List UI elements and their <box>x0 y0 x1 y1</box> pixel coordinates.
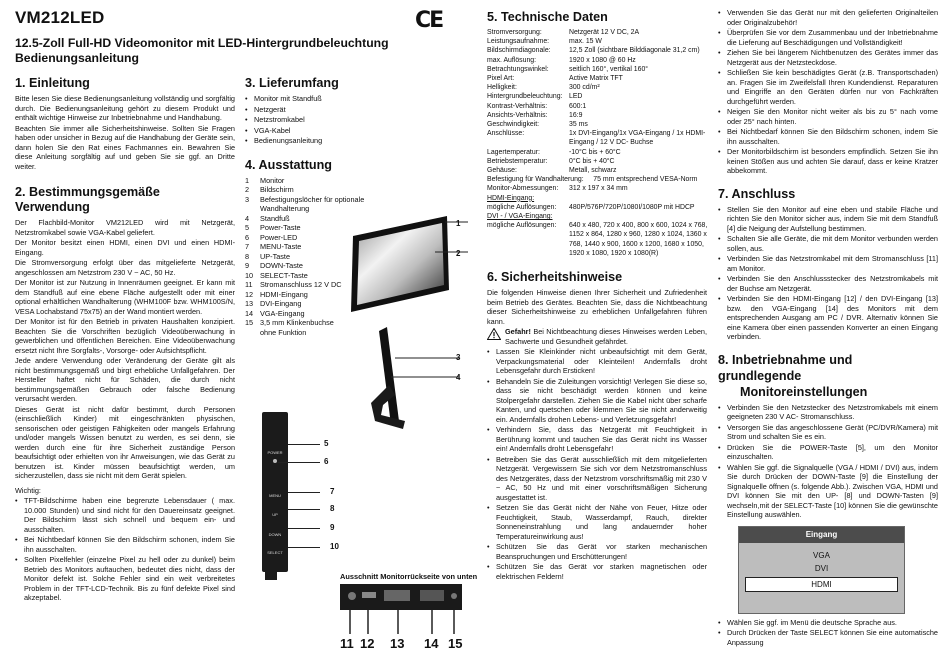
list-item: • Stellen Sie den Monitor auf eine eben und stabile Fläche und richten Sie den Monitor sicher aus, indem Sie mit dem Standfuß [4] die Neigung der Aufstellung bestimmen. <box>718 205 938 234</box>
table-row: Geschwindigkeit: 35 ms <box>487 121 588 129</box>
monitor-side-bottom <box>265 572 277 580</box>
list-item: • Betreiben Sie das Gerät ausschließlich mit dem mitgelieferten Netzgerät. Vergewissern Sie sich vor dem Netzstromanschluss des Netzgerätes, dass der Netzstrom vorschriftsmäßig mit 230 V ~ AC, 50 Hz und mit einer vorschriftsmäßigen Sicherung ausgestattet ist. <box>487 455 707 503</box>
list-item: • Schützen Sie das Gerät vor starken mechanischen Beanspruchungen und Erschütterungen! <box>487 542 707 561</box>
list-item: 11 Stromanschluss 12 V DC <box>245 280 342 289</box>
callout-10: 10 <box>330 542 339 551</box>
callout-9: 9 <box>330 523 335 532</box>
section-5-heading: 5. Technische Daten <box>487 10 608 24</box>
list-item: • Der Monitorbildschirm ist besonders empfindlich. Setzen Sie ihn keinen Stößen aus und achten Sie darauf, dass er keine Kratzer abbekommt. <box>718 147 938 176</box>
input-option-dvi: DVI <box>814 563 829 573</box>
table-row: Monitor-Abmessungen: 312 x 197 x 34 mm <box>487 185 628 193</box>
section-3-heading: 3. Lieferumfang <box>245 76 339 90</box>
list-item: • Drücken Sie die POWER-Taste [5], um den Monitor einzuschalten. <box>718 443 938 462</box>
wichtig-label: Wichtig: <box>15 485 41 495</box>
column-4 <box>718 0 938 664</box>
lieferumfang-list <box>245 94 470 146</box>
callout-14: 14 <box>424 636 439 651</box>
list-item: 9 DOWN-Taste <box>245 261 303 270</box>
section-2-para-4: Der Monitor ist zur Nutzung in Innenräumen geeignet. Er kann mit dem Standfuß auf eine ebene Fläche aufgestellt oder mit einer optional erhältlichen Wandhalterung (WHM100F bzw. WHM100S/N, VESA Lochabstand 75x75) an der Wand montiert werden. <box>15 278 235 316</box>
table-row: Ansichts-Verhältnis: 16:9 <box>487 111 583 119</box>
table-row: Stromversorgung: Netzgerät 12 V DC, 2A <box>487 29 640 36</box>
callout-7: 7 <box>330 487 335 496</box>
list-item: • Verhindern Sie, dass das Netzgerät mit Feuchtigkeit in Berührung kommt und tauchen Sie das Gerät nicht ins Wasser ein! Andernfalls droht Lebensgefahr! <box>487 425 707 454</box>
bottom-ports-illustration <box>340 584 465 634</box>
table-row: Leistungsaufnahme: max. 15 W <box>487 38 602 46</box>
table-row: Gehäuse: Metall, schwarz <box>487 167 617 175</box>
callout-12: 12 <box>360 636 375 651</box>
callout-8: 8 <box>330 504 335 513</box>
callout-2: 2 <box>456 249 461 258</box>
list-item: • Neigen Sie den Monitor nicht weiter als bis zu 5° nach vorne oder 25° nach hinten. <box>718 107 938 126</box>
section-2-heading: 2. Bestimmungsgemäße Verwendung <box>15 185 160 214</box>
callout-11: 11 <box>340 636 354 651</box>
input-menu-illustration <box>738 526 905 614</box>
section-1-para-2: Beachten Sie immer alle Sicherheitshinweise. Sollten Sie Fragen haben oder unsicher in Bezug auf die Handhabung der Geräte sein, dann holen Sie den Rat eines Fachmannes ein. Bewahren Sie diese Anleitung sorgfältig auf und geben Sie sie ggf. an Dritte weiter. <box>15 123 235 171</box>
table-row: Hintergrundbeleuchtung: LED <box>487 93 583 101</box>
section-1-heading: 1. Einleitung <box>15 76 90 90</box>
inbetriebnahme-list <box>718 403 938 520</box>
inbetriebnahme-list-continued <box>718 618 938 648</box>
table-row: Kontrast-Verhältnis: 600:1 <box>487 102 587 110</box>
wichtig-list <box>15 496 235 603</box>
list-item: • Ziehen Sie bei längerem Nichtbenutzen des Gerätes immer das Netzgerät aus der Netzsteckdose. <box>718 48 938 67</box>
subtitle-line-1: 12.5-Zoll Full-HD Videomonitor mit LED-Hintergrundbeleuchtung <box>15 36 389 50</box>
list-item: ohne Funktion <box>260 327 307 337</box>
power-led <box>273 459 277 463</box>
vga-port <box>420 590 444 601</box>
hdmi-port <box>362 592 376 598</box>
callout-3: 3 <box>456 353 461 362</box>
list-item: • Netzstromkabel <box>245 115 470 125</box>
list-item: • Schalten Sie alle Geräte, die mit dem Monitor verbunden werden sollen, aus. <box>718 234 938 253</box>
spec-table <box>487 28 709 175</box>
list-item: • Verbinden Sie den HDMI-Eingang [12] / den DVI-Eingang [13] bzw. den VGA-Eingang [14] des Monitors mit dem entsprechenden Ausgang am PC / DVR. Alternativ können Sie eine Kamera über einen passenden Konverter an einen Eingang verbinden. <box>718 294 938 342</box>
document-subtitle <box>15 36 389 66</box>
table-row: Betriebstemperatur: 0°C bis + 40°C <box>487 157 615 165</box>
list-item: • Setzen Sie das Gerät nicht der Nähe von Feuer, Hitze oder Feuchtigkeit, Staub, Wasserdampf, Rauch, direkter Sonneneinstrahlung und lang andauernder hoher Temperatureinwirkung aus! <box>487 503 707 541</box>
list-item: • Bei Nichtbedarf können Sie den Bildschirm schonen, indem Sie ihn ausschalten. <box>15 535 235 554</box>
list-item: • Lassen Sie Kleinkinder nicht unbeaufsichtigt mit dem Gerät, Verpackungsmaterial oder Kleinteilen! Andernfalls droht Lebensgefahr durch Ersticken! <box>487 347 707 376</box>
callout-6: 6 <box>324 457 329 466</box>
table-row: Pixel Art: Active Matrix TFT <box>487 75 623 83</box>
list-item: 7 MENU-Taste <box>245 242 302 251</box>
section-8-heading: 8. Inbetriebnahme und grundlegende Monitoreinstellungen <box>718 352 868 399</box>
table-row: HDMI-Eingang: <box>487 194 535 202</box>
side-label-select: SELECT <box>267 550 283 555</box>
table-row: Betrachtungswinkel: seitlich 160°, vertikal 160° <box>487 65 649 73</box>
list-item: • Netzgerät <box>245 105 470 115</box>
sicherheit-list-continued <box>718 8 938 176</box>
list-item: 2 Bildschirm <box>245 185 294 194</box>
list-item: • Verwenden Sie das Gerät nur mit den gelieferten Originalteilen oder Originalzubehör! <box>718 8 938 27</box>
dc-port <box>348 592 356 600</box>
table-row: Bildschirmdiagonale: 12,5 Zoll (sichtbare Bilddiagonale 31,2 cm) <box>487 47 700 55</box>
list-item: 12 HDMI-Eingang <box>245 289 308 299</box>
side-label-down: DOWN <box>268 532 282 537</box>
callout-1: 1 <box>456 219 461 228</box>
list-item: • Überprüfen Sie vor dem Zusammenbau und der Inbetriebnahme die Lieferung auf Beschädigungen und Vollständigkeit! <box>718 28 938 47</box>
list-item: • Monitor mit Standfuß <box>245 94 470 104</box>
monitor-side-body <box>379 327 399 425</box>
dvi-port <box>384 590 410 601</box>
list-item: • Verbinden Sie das Netzstromkabel mit dem Stromanschluss [11] am Monitor. <box>718 254 938 273</box>
section-2-para-6: Jede andere Verwendung oder Veränderung der Geräte gilt als nicht bestimmungsgemäß und birgt erhebliche Unfallgefahren. Der Hersteller haftet nicht für Schäden, die durch nicht bestimmungsgemäßen Gebrauch oder falsche Bedienung verursacht werden. <box>15 356 235 403</box>
section-6-intro: Die folgenden Hinweise dienen Ihrer Sicherheit und Zufriedenheit beim Betrieb des Gerätes. Beachten Sie, dass die Nichtbeachtung dieser Sicherheitshinweise zu erheblichen Unfallgefahren führen kann. <box>487 288 707 326</box>
input-menu-title: Eingang <box>739 527 904 543</box>
list-item: • Bedienungsanleitung <box>245 136 470 146</box>
wall-mount-row: Befestigung für Wandhalterung: 75 mm entsprechend VESA-Norm <box>487 176 698 184</box>
figure-caption: Ausschnitt Monitorrückseite von unten <box>340 572 478 581</box>
monitor-back-illustration <box>365 325 460 435</box>
list-item: 13 DVI-Eingang <box>245 299 302 308</box>
list-item: 5 Power-Taste <box>245 223 301 232</box>
ce-mark: CE <box>415 8 443 33</box>
section-2-para-1: Der Flachbild-Monitor VM212LED wird mit Netzgerät, Netzstromkabel sowie VGA-Kabel geliefert. <box>15 218 235 237</box>
list-item: • Verbinden Sie den Netzstecker des Netzstromkabels mit einem geeigneten 230 V AC- Stromanschluss. <box>718 403 938 422</box>
table-row: Anschlüsse: 1x DVI-Eingang/1x VGA-Eingang / 1x HDMI-Eingang / 12 V DC- Buchse <box>487 130 706 147</box>
callout-5: 5 <box>324 439 329 448</box>
list-item: • Verbinden Sie den Anschlussstecker des Netzstromkabels mit der Buchse am Netzgerät. <box>718 274 938 293</box>
list-item: 8 UP-Taste <box>245 251 291 261</box>
list-item: • Versorgen Sie das angeschlossene Gerät (PC/DVR/Kamera) mit Strom und schalten Sie es ein. <box>718 423 938 442</box>
list-item: • VGA-Kabel <box>245 126 470 136</box>
side-label-up: UP <box>272 512 278 517</box>
anschluss-list <box>718 205 938 342</box>
list-item: • Schließen Sie kein beschädigtes Gerät (z.B. Transportschaden) an. Fragen Sie im Zweifelsfall Ihren Kundendienst. Reparaturen und Eingriffe an den Geräten dürfen nur von Fachkräften durchgeführt werden. <box>718 68 938 106</box>
section-2-para-5: Der Monitor ist für den Betrieb in privaten Haushalten konzipiert. Beachten Sie die Vorschriften bezüglich Videoüberwachung in gewerblichen und öffentlichen Bereichen. Eine Videoüberwachung ersetzt nicht Ihre Sorgfalts-, Vorsorge- oder Aufsichtspflicht. <box>15 317 235 355</box>
side-label-power: POWER <box>267 450 283 455</box>
callout-4: 4 <box>456 373 461 382</box>
monitor-side-panel <box>262 412 288 572</box>
list-item: • Bei Nichtbedarf können Sie den Bildschirm schonen, indem Sie ihn ausschalten. <box>718 127 938 146</box>
document-title: VM212LED <box>15 8 105 27</box>
list-item: 3 Befestigungslöcher für optionale <box>245 194 365 204</box>
table-row: Lagertemperatur: -10°C bis + 60°C <box>487 148 621 156</box>
list-item: • Durch Drücken der Taste SELECT können Sie eine automatische Anpassung <box>718 628 938 647</box>
list-item: 6 Power-LED <box>245 232 298 242</box>
section-6-heading: 6. Sicherheitshinweise <box>487 270 623 285</box>
table-row: mögliche Auflösungen: 640 x 480, 720 x 400, 800 x 600, 1024 x 768, 1152 x 864, 1280 x 960, 1280 x 1024, 1360 x 768, 1440 x 900, 1600 x 1200, 1680 x 1050, 1920 x 1080, 1920 x 1080(R) <box>487 222 708 257</box>
section-7-heading: 7. Anschluss <box>718 186 796 201</box>
warning-icon <box>487 328 501 340</box>
list-item: • Wählen Sie ggf. die Signalquelle (VGA / HDMI / DVI) aus, indem Sie durch Drücken der DOWN-Taste [9] die Einstellung der Signalquelle öffnen (s. folgende Abb.). Zwischen VGA, HDMI und DVI können Sie mit den UP- [8] und DOWN-Tasten [9] wechseln,mit der SELECT-Taste [10] können Sie die gewünschte Einstellung auswählen. <box>718 463 938 520</box>
section-2-para-7: Dieses Gerät ist nicht dafür bestimmt, durch Personen (einschließlich Kinder) mit eingeschränkten physischen, sensorischen oder geistigen Fähigkeiten oder mangels Erfahrung und/oder mangels Wissen benutzt zu werden, es sei denn, sie werden durch eine für ihre Sicherheit zuständige Person beaufsichtigt oder erhielten von ihr Anweisungen, wie das Gerät zu benutzen ist. Kinder müssen beaufsichtigt werden, um sicherzustellen, dass sie nicht mit dem Gerät spielen. <box>15 404 235 480</box>
list-item: 15 3,5 mm Klinkenbuchse <box>245 318 334 327</box>
list-item: 10 SELECT-Taste <box>245 270 308 280</box>
list-item: Wandhalterung <box>260 204 310 213</box>
audio-jack <box>451 593 457 599</box>
list-item: 14 VGA-Eingang <box>245 308 305 318</box>
callout-13: 13 <box>390 636 405 651</box>
section-1-para-1: Bitte lesen Sie diese Bedienungsanleitung vollständig und sorgfältig durch. Die Bedienungsanleitung gehört zu diesem Produkt und enthält wichtige Hinweise zur Inbetriebnahme und Handhabung. <box>15 94 235 122</box>
section-4-heading: 4. Ausstattung <box>245 157 332 172</box>
table-row: mögliche Auflösungen: 480P/576P/720P/1080I/1080P mit HDCP <box>487 203 695 211</box>
subtitle-line-2: Bedienungsanleitung <box>15 51 139 65</box>
input-option-hdmi-selected: HDMI <box>745 577 898 592</box>
column-3 <box>487 0 707 664</box>
table-row: max. Auflösung: 1920 x 1080 @ 60 Hz <box>487 56 636 64</box>
table-row: Helligkeit: 300 cd/m² <box>487 84 600 92</box>
list-item: 1 Monitor <box>245 175 285 185</box>
list-item: • Wählen Sie ggf. im Menü die deutsche Sprache aus. <box>718 618 938 628</box>
input-option-vga: VGA <box>813 550 830 560</box>
stand-foot <box>371 385 405 429</box>
monitor-front-illustration <box>345 208 470 318</box>
section-2-para-3: Die Stromversorgung erfolgt über das mitgelieferte Netzgerät, angeschlossen am Netzstrom 230 V ~ AC, 50 Hz. <box>15 258 235 277</box>
sicherheit-list <box>487 347 707 581</box>
side-label-menu: MENU <box>269 493 281 498</box>
table-row: DVI - / VGA-Eingang: <box>487 213 553 221</box>
spec-table-dims <box>487 184 709 258</box>
list-item: 4 Standfuß <box>245 213 290 223</box>
list-item: • Schützen Sie das Gerät vor starken magnetischen oder elektrischen Feldern! <box>487 562 707 581</box>
callout-15: 15 <box>448 636 463 651</box>
list-item: • Behandeln Sie die Zuleitungen vorsichtig! Verlegen Sie diese so, dass sie nicht beschädigt werden können und keine Stolpergefahr darstellen. Ziehen Sie die Kabel nicht über scharfe Kanten, und quetschen oder klemmen Sie sie nicht anderweitig ein. Andernfalls drohen Lebens- und Verletzungsgefahr! <box>487 377 707 425</box>
list-item: • Sollten Pixelfehler (einzelne Pixel zu hell oder zu dunkel) beim Betrieb des Monitors auftauchen, bedeutet dies nicht, dass der Monitor defekt ist. Solche Fehler sind ein weit verbreitetes Problem in der TFT-LCD-Technik. Bis zu fünf defekte Pixel sind akzeptabel. <box>15 555 235 603</box>
section-2-para-2: Der Monitor besitzt einen HDMI, einen DVI und einen HDMI-Eingang. <box>15 238 235 257</box>
gefahr-warning: Gefahr! Bei Nichtbeachtung dieses Hinweises werden Leben, Sachwerte und Gesundheit gefährdet. <box>487 327 707 346</box>
list-item: • TFT-Bildschirme haben eine begrenzte Lebensdauer ( max. 10.000 Stunden) und sind nicht für den Dauereinsatz geeignet. Der Bildschirm lässt sich schnell und bequem ein- und ausschalten. <box>15 496 235 534</box>
